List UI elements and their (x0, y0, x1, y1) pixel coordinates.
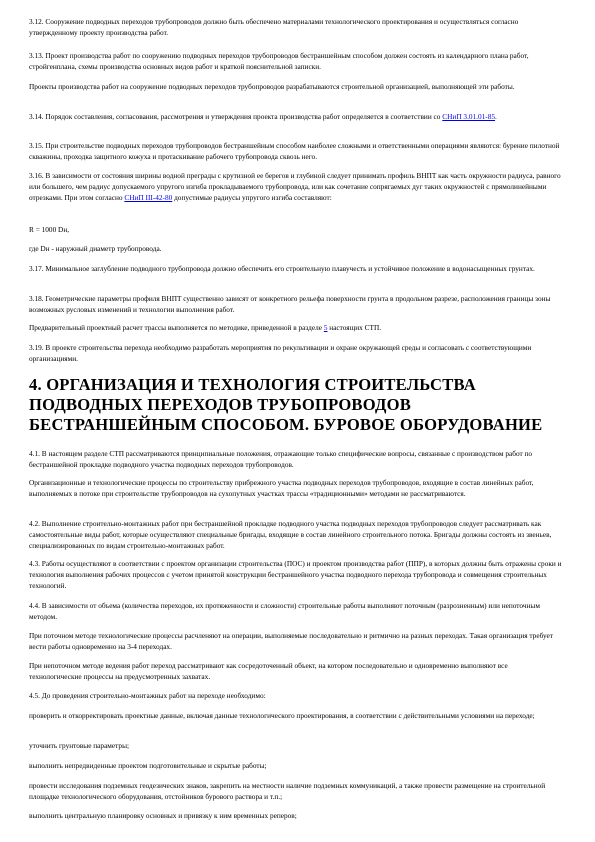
list-item-geodetic-marks: провести исследования подземных геодезических знаков, закрепить на местности наличие подземных коммуникаций, а также провести размещение на строительной площадке технологического оборудования, отстойников бурового раствора и т.п.; (29, 781, 546, 801)
paragraph-3-12: 3.12. Сооружение подводных переходов трубопроводов должно быть обеспечено материалами технологического проектирования и осуществляться согласно утвержденному проекту производства работ. (29, 17, 519, 37)
snip-iii-42-80-link[interactable]: СНиП III-42-80 (124, 193, 173, 202)
paragraph-4-2: 4.2. Выполнение строительно-монтажных работ при бестраншейной прокладке подводного участка подводных переходов трубопроводов следует рассматривать как самостоятельные виды работ, которые осуществляют специальные бригады, входящие в состав линейного строительного потока. Бригады должны состоять из звеньев, специализированных по видам строительно-монтажных работ. (29, 519, 552, 550)
paragraph-4-1: 4.1. В настоящем разделе СТП рассматриваются принципиальные положения, отражающие только специфические вопросы, связанные с производством работ по бестраншейной прокладке подводного участка подводных переходов трубопроводов. (29, 449, 533, 469)
section-5-link[interactable]: 5 (323, 323, 328, 332)
formula-line: R = 1000 Dн, (29, 225, 70, 234)
paragraph-3-16 (29, 170, 562, 203)
paragraph-ppr-developers: Проекты производства работ на сооружение подводных переходов трубопроводов разрабатываются строительной организацией, выполняющей эти работы. (29, 82, 515, 91)
section-4-heading: 4. ОРГАНИЗАЦИЯ И ТЕХНОЛОГИЯ СТРОИТЕЛЬСТВА ПОДВОДНЫХ ПЕРЕХОДОВ ТРУБОПРОВОДОВ БЕСТРАНШЕЙНЫМ СПОСОБОМ. БУРОВОЕ ОБОРУДОВАНИЕ (29, 375, 543, 434)
formula-explanation: где Dн - наружный диаметр трубопровода. (29, 244, 162, 253)
list-item-benchmarks: выполнить центральную планировку основных и привязку к ним временных реперов; (29, 811, 297, 820)
paragraph-3-14 (29, 111, 562, 122)
paragraph-3-15: 3.15. При строительстве подводных переходов трубопроводов бестраншейным способом наиболее сложными и ответственными операциями являются: бурение пилотной скважины, проходка защитного кожуха и протаскивание рабочего трубопровода сквозь него. (29, 141, 560, 161)
paragraph-3-16-text: 3.16. В зависимости от состояния ширины водной преграды с крутизной ее берегов и глубиной следует принимать профиль ВНПТ как часть окружности радиуса, равного или большего, чем радиус допускаемого упругого изгиба прокладываемого трубопровода, или как сочетание сопрягаемых дуг таких окружностей с прямолинейными отрезками. При этом согласно (29, 171, 561, 202)
paragraph-4-5: 4.5. До проведения строительно-монтажных работ на переходе необходимо: (29, 691, 266, 700)
paragraph-3-14-end: . (495, 112, 497, 121)
paragraph-3-19: 3.19. В проекте строительства перехода необходимо разработать мероприятия по рекультивации и охране окружающей среды и согласовать с соответствующими организациями. (29, 343, 532, 363)
snip-3-01-01-85-link[interactable]: СНиП 3.01.01-85 (442, 112, 496, 121)
paragraph-3-14-text: 3.14. Порядок составления, согласования, рассмотрения и утверждения проекта производства работ определяется в соответствии со (29, 112, 443, 121)
paragraph-3-16-end: допустимые радиусы упругого изгиба составляют: (172, 193, 332, 202)
list-item-prep-works: выполнить непредвиденные проектом подготовительные и скрытые работы; (29, 761, 267, 770)
list-item-soil-parameters: уточнить грунтовые параметры; (29, 741, 130, 750)
list-item-check-project-data: проверить и откорректировать проектные данные, включая данные технологического проектирования, в соответствии с действительными условиями на переходе; (29, 711, 535, 720)
paragraph-preliminary-end: настоящих СТП. (327, 323, 382, 332)
paragraph-preliminary-calc (29, 322, 562, 333)
paragraph-4-3: 4.3. Работы осуществляют в соответствии с проектом организации строительства (ПОС) и проектом производства работ (ППР), в которых должны быть отражены сроки и технология выполнения рабочих процессов с учетом принятой конструкции бестраншейного участка подводного перехода трубопровода и совмещения строительных технологий. (29, 559, 562, 590)
paragraph-4-4: 4.4. В зависимости от объема (количества переходов, их протяженности и сложности) строительные работы выполняют поточным (разрозненным) или непоточным методом. (29, 601, 540, 621)
paragraph-3-18: 3.18. Геометрические параметры профиля ВНПТ существенно зависят от конкретного рельефа поверхности грунта в продольном разрезе, расположения границы зоны возможных русловых изменений и технологии выполнения работ. (29, 294, 551, 314)
paragraph-nonflow-method: При непоточном методе ведения работ переход рассматривают как сосредоточенный объект, на котором последовательно и одновременно выполняют все технологические процессы на предусмотренных захватах. (29, 661, 508, 681)
paragraph-3-17: 3.17. Минимальное заглубление подводного трубопровода должно обеспечить его строительную плавучесть и устойчивое положение в водонасыщенных грунтах. (29, 264, 535, 273)
paragraph-organization: Организационные и технологические процессы по строительству прибрежного участка подводных переходов трубопроводов, входящие в состав линейных работ, выполняемых в потоке при строительстве трубопроводов на сухопутных участках трассы «традиционными» методами не рассматриваются. (29, 478, 534, 498)
paragraph-flow-method: При поточном методе технологические процессы расчленяют на операции, выполняемые последовательно и ритмично на разных переходах. Такая организация требует вести работы одновременно на 3-4 переходах. (29, 631, 553, 651)
paragraph-3-13: 3.13. Проект производства работ по сооружению подводных переходов трубопроводов бестраншейным способом должен состоять из календарного плана работ, стройгенплана, схемы производства основных видов работ и краткой пояснительной записки. (29, 51, 529, 71)
paragraph-preliminary-text: Предварительный проектный расчет трассы выполняется по методике, приведенной в разделе (29, 323, 324, 332)
